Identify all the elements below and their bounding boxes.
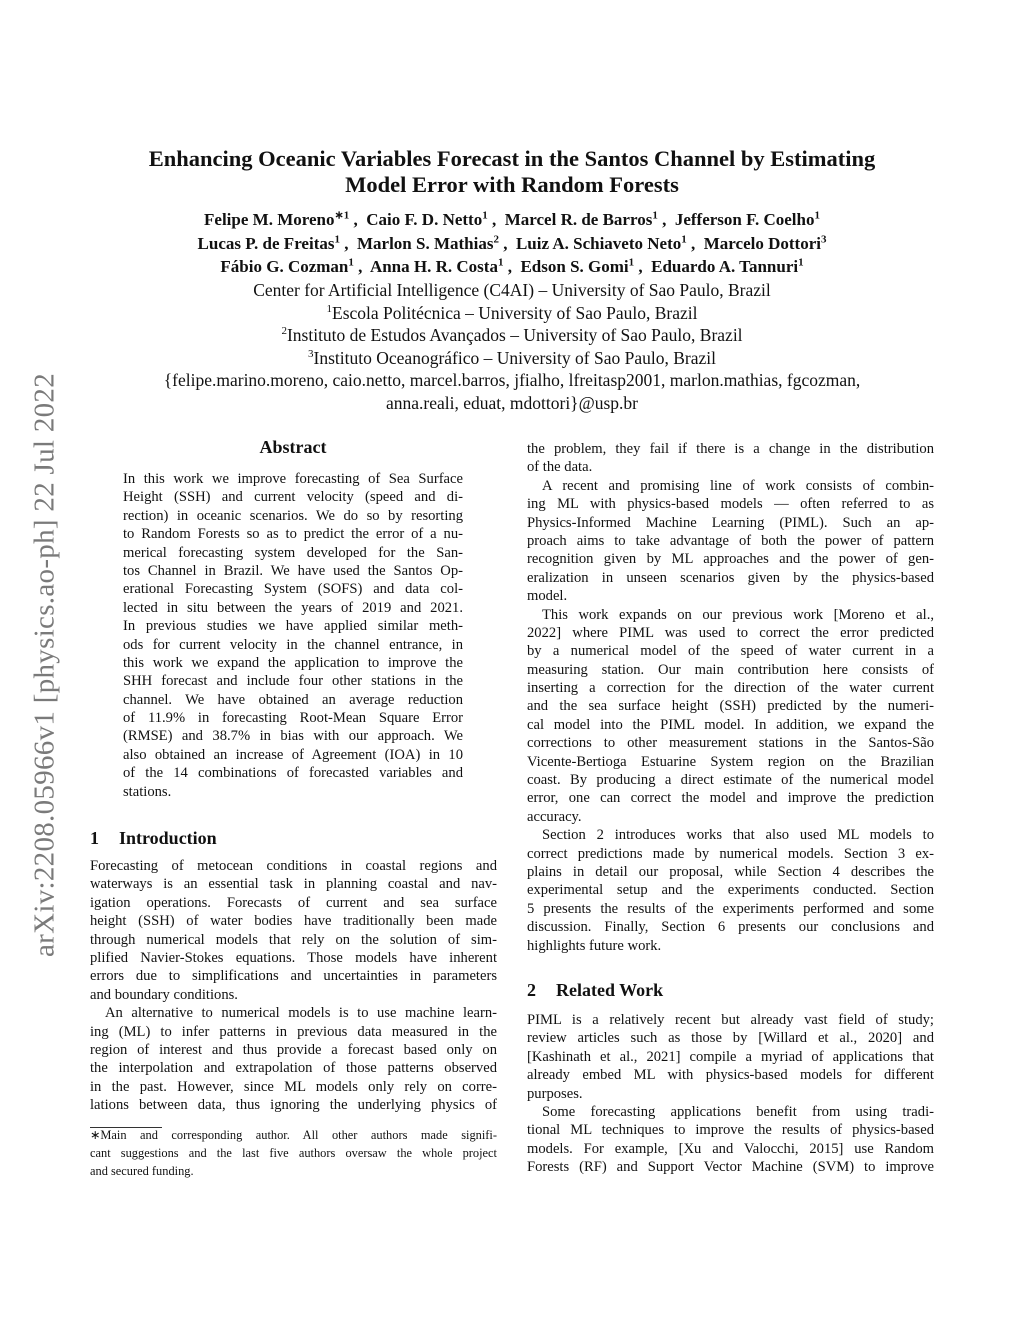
abstract-body: [123, 470, 463, 801]
text-line: In previous studies we have applied similar meth-: [123, 618, 463, 635]
text-line: error, one can correct the model and improve the prediction: [527, 790, 934, 807]
text-line: highlights future work.: [527, 937, 662, 954]
abstract-heading: Abstract: [259, 437, 327, 457]
text-line: in the past. However, since ML models only rely on corre-: [90, 1078, 497, 1095]
text-line: to Random Forests so as to predict the error of a nu-: [123, 526, 463, 543]
author-affiliation-mark: 1: [814, 209, 820, 222]
text-line: ∗Main and corresponding author. All other authors made signifi-: [90, 1128, 497, 1142]
author-name: Marcelo Dottori: [703, 233, 821, 253]
text-line: ing ML with physics-based models — often referred to as: [527, 496, 934, 513]
affiliation-line: [60, 279, 964, 302]
text-line: inserting a correction for the direction of the water current: [527, 680, 934, 697]
section-number: 2: [527, 980, 536, 1000]
section-heading-introduction: [90, 828, 217, 849]
title-line: Enhancing Oceanic Variables Forecast in the Santos Channel by Estimating: [148, 146, 876, 171]
text-line: This work expands on our previous work [Moreno et al.,: [542, 606, 934, 623]
author-affiliation-mark: 1: [628, 256, 635, 269]
text-line: purposes.: [527, 1085, 583, 1102]
text-line: review articles such as those by [Willard et al., 2020] and: [527, 1030, 934, 1047]
affiliation-text: Instituto de Estudos Avançados – University of Sao Paulo, Brazil: [286, 325, 743, 346]
text-line: this work we expand the application to improve the: [123, 654, 463, 671]
text-line: correct predictions made by numerical models. Section 3 ex-: [527, 845, 934, 862]
text-line: ing (ML) to infer patterns in previous data measured in the: [90, 1023, 497, 1040]
text-line: cant suggestions and the last five authors oversaw the whole project: [90, 1146, 497, 1160]
text-line: proach aims to take advantage of both the power of pattern: [527, 532, 934, 549]
author-name: Eduardo A. Tannuri: [651, 257, 799, 276]
text-line: and secured funding.: [90, 1164, 194, 1178]
text-line: [Kashinath et al., 2021] compile a myriad of applications that: [527, 1048, 934, 1065]
author-affiliation-mark: 1: [798, 256, 804, 269]
related-work-body: [527, 1011, 934, 1177]
author-name: Edson S. Gomi: [520, 257, 629, 276]
author-row: Lucas P. de Freitas$^1$ , Marlon S. Mathias$^2$ , Luiz A. Schiaveto Neto$^1$ , Marcelo Dottori$^3$: [197, 232, 827, 253]
text-line: Some forecasting applications benefit from using tradi-: [542, 1103, 934, 1120]
author-row: Felipe M. Moreno$^{∗1}$ , Caio F. D. Netto$^1$ , Marcel R. de Barros$^1$ , Jefferson F. Coelho$^1$: [204, 209, 820, 229]
text-line: PIML is a relatively recent but already vast field of study;: [527, 1012, 934, 1028]
affiliation-text: {felipe.marino.moreno, caio.netto, marcel.barros, jfialho, lfreitasp2001, marlon.mathias, fgcozman,: [163, 370, 861, 391]
text-line: of 11.9% in forecasting Root-Mean Square Error: [123, 710, 463, 727]
text-line: of the 14 combinations of forecasted variables and: [123, 765, 463, 782]
affiliation-text: Instituto Oceanográfico – University of Sao Paulo, Brazil: [313, 347, 716, 368]
text-line: tional ML techniques to improve the results of physics-based: [527, 1122, 934, 1139]
text-line: tos Channel in Brazil. We have used the Santos Op-: [123, 562, 463, 579]
author-affiliation-mark: 1: [681, 232, 687, 245]
affiliation-line: [60, 324, 964, 347]
text-line: models. For example, [Xu and Valocchi, 2015] use Random: [527, 1140, 934, 1157]
text-line: coast. By producing a direct estimate of the numerical model: [527, 772, 934, 789]
text-line: cal model into the PIML model. In addition, we expand the: [527, 716, 934, 733]
author-affiliation-mark: 1: [497, 256, 504, 269]
section-title: Introduction: [119, 828, 217, 848]
text-line: also obtained an increase of Agreement (IOA) in 10: [123, 746, 463, 763]
text-line: and boundary conditions.: [90, 986, 238, 1003]
text-line: Forests (RF) and Support Vector Machine (SVM) to improve: [527, 1159, 934, 1176]
title-line: Model Error with Random Forests: [345, 172, 679, 197]
text-line: discussion. Finally, Section 6 presents our conclusions and: [527, 919, 934, 936]
text-line: the interpolation and extrapolation of those patterns observed: [90, 1060, 497, 1077]
text-line: lected in situ between the years of 2019 and 2021.: [123, 599, 463, 616]
text-line: accuracy.: [527, 808, 582, 825]
text-line: ods for current velocity in the channel entrance, in: [123, 636, 463, 653]
affiliation-text: Escola Politécnica – University of Sao Paulo, Brazil: [332, 302, 698, 323]
text-line: rection) in oceanic scenarios. We do so by resorting: [123, 507, 463, 524]
affiliation-mark: 3: [308, 347, 314, 360]
section-heading-related-work: [527, 980, 663, 1001]
text-line: of the data.: [527, 459, 593, 476]
text-line: by a numerical model of the speed of water current in a: [527, 643, 934, 660]
text-line: stations.: [123, 783, 172, 800]
footnote: [90, 1126, 497, 1180]
text-line: Height (SSH) and current velocity (speed and di-: [123, 489, 463, 506]
author-affiliation-mark: 1: [348, 256, 354, 269]
text-line: Vicente-Bertioga Estuarine System region on the Brazilian: [527, 753, 934, 770]
text-line: plains in detail our proposal, while Section 4 describes the: [527, 863, 934, 880]
introduction-body: [90, 857, 497, 1114]
text-line: already embed ML with physics-based models for different: [527, 1067, 934, 1084]
text-line: lations between data, thus ignoring the underlying physics of: [90, 1097, 497, 1114]
text-line: erational Forecasting System (SOFS) and data col-: [123, 581, 463, 598]
text-line: and the sea surface height (SSH) predicted by the numeri-: [527, 698, 934, 715]
author-affiliation-mark: 3: [820, 232, 827, 245]
paper-title: [60, 146, 964, 198]
text-line: plified Navier-Stokes equations. Those models have inherent: [90, 949, 497, 966]
affiliation-line: [60, 392, 964, 415]
author-row: Fábio G. Cozman$^1$ , Anna H. R. Costa$^1$ , Edson S. Gomi$^1$ , Eduardo A. Tannuri$^1$: [220, 256, 804, 276]
author-affiliation-mark: ∗1: [334, 209, 350, 222]
text-line: Physics-Informed Machine Learning (PIML). Such an ap-: [527, 514, 934, 531]
arxiv-identifier: arXiv:2208.05966v1 [physics.ao-ph] 22 Jul 2022: [28, 372, 61, 958]
text-line: A recent and promising line of work consists of combin-: [542, 477, 934, 494]
text-line: An alternative to numerical models is to use machine learn-: [105, 1005, 497, 1022]
affiliation-text: Center for Artificial Intelligence (C4AI) – University of Sao Paulo, Brazil: [253, 280, 771, 300]
text-line: Forecasting of metocean conditions in coastal regions and: [90, 858, 497, 874]
affiliation-mark: 2: [281, 325, 287, 338]
text-line: region of interest and thus provide a forecast based only on: [90, 1041, 497, 1058]
text-line: Section 2 introduces works that also used ML models to: [542, 827, 934, 844]
author-name: Luiz A. Schiaveto Neto: [515, 233, 682, 253]
text-line: model.: [527, 588, 568, 605]
author-name: Felipe M. Moreno: [204, 210, 335, 229]
author-list: [60, 208, 964, 279]
text-line: SHH forecast and include four other stations in the: [123, 673, 463, 690]
right-column-body: [527, 440, 934, 955]
affiliations: [60, 279, 964, 415]
text-line: height (SSH) of water bodies have traditionally been made: [90, 913, 497, 930]
affiliation-text: anna.reali, eduat, mdottori}@usp.br: [386, 392, 638, 413]
text-line: merical forecasting system developed for the San-: [123, 544, 463, 561]
text-line: channel. We have obtained an average reduction: [123, 691, 463, 708]
text-line: the problem, they fail if there is a change in the distribution: [527, 441, 934, 457]
author-affiliation-mark: 1: [652, 209, 658, 222]
text-line: through numerical models that rely on the solution of sim-: [90, 931, 497, 948]
text-line: (RMSE) and 38.7% in bias with our approach. We: [123, 728, 463, 745]
author-name: Anna H. R. Costa: [369, 257, 498, 276]
author-name: Jefferson F. Coelho: [674, 210, 815, 229]
author-affiliation-mark: 1: [482, 209, 488, 222]
author-name: Caio F. D. Netto: [366, 210, 483, 229]
text-line: recognition given by ML approaches and the power of gen-: [527, 551, 934, 568]
text-line: eralization in unseen scenarios given by the physics-based: [527, 569, 934, 586]
text-line: errors due to simplifications and uncertainties in parameters: [90, 968, 497, 985]
text-line: waterways is an essential task in planning coastal and nav-: [90, 876, 497, 893]
author-name: Marcel R. de Barros: [504, 210, 653, 229]
text-line: igation operations. Forecasts of current and sea surface: [90, 894, 497, 911]
text-line: measuring station. Our main contribution here consists of: [527, 661, 934, 678]
text-line: corrections to other measurement stations in the Santos-São: [527, 735, 934, 752]
affiliation-line: [60, 302, 964, 325]
author-name: Lucas P. de Freitas: [197, 233, 335, 253]
text-line: 2022] where PIML was used to correct the error predicted: [527, 624, 934, 641]
author-affiliation-mark: 2: [493, 232, 499, 245]
affiliation-mark: 1: [326, 302, 332, 315]
text-line: 5 presents the results of the experiments performed and some: [527, 900, 934, 917]
author-affiliation-mark: 1: [334, 232, 340, 245]
affiliation-line: [60, 369, 964, 392]
section-title: Related Work: [556, 980, 664, 1000]
author-name: Marlon S. Mathias: [356, 233, 494, 253]
section-number: 1: [90, 828, 99, 848]
text-line: In this work we improve forecasting of Sea Surface: [123, 471, 463, 487]
affiliation-line: [60, 347, 964, 370]
text-line: experimental setup and the experiments conducted. Section: [527, 882, 934, 899]
author-name: Fábio G. Cozman: [220, 257, 349, 276]
